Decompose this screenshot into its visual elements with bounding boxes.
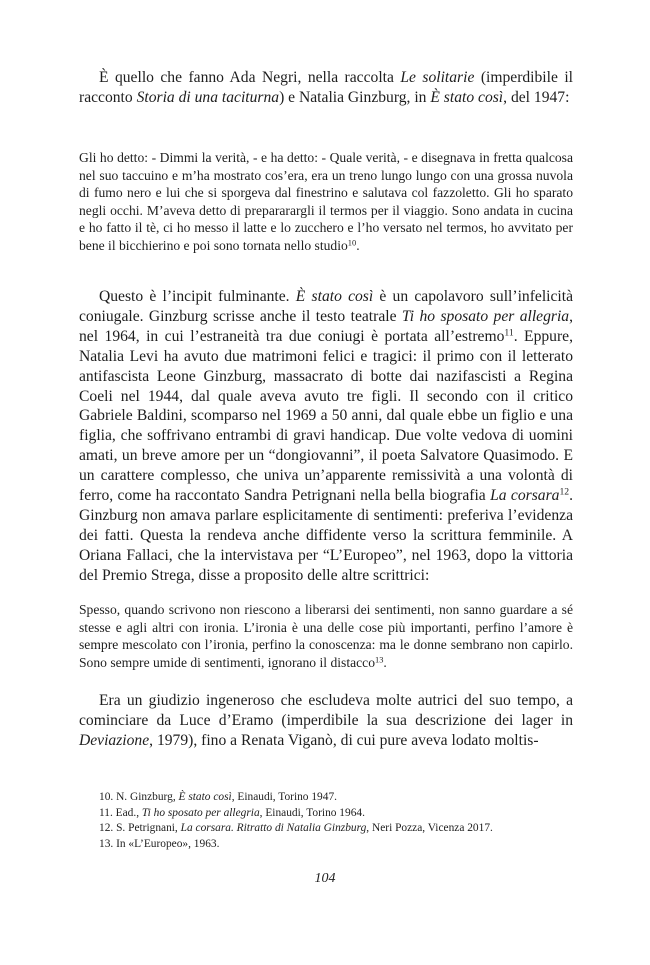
footnote-10 (79, 790, 573, 806)
footnote-ref-10: 10 (347, 237, 357, 248)
footnotes (79, 790, 573, 852)
footnote-title: Ti ho sposato per allegria (141, 806, 260, 819)
text: , Einaudi, Torino 1964. (259, 806, 365, 819)
paragraph-main (79, 287, 573, 586)
footnote-12 (79, 821, 573, 837)
title-la-corsara: La corsara (490, 487, 560, 505)
text: 10. N. Ginzburg, (99, 791, 179, 803)
text: 12. S. Petrignani, (99, 822, 181, 835)
title-storia-di-una-taciturna: Storia di una taciturna (136, 88, 280, 106)
text: (imperdibile il racconto (79, 69, 573, 106)
footnote-ref-11: 11 (504, 327, 514, 339)
text: , del 1947: (503, 88, 570, 106)
text: 13. In «L’Europeo», 1963. (99, 837, 220, 850)
text: . (383, 654, 387, 670)
text: , Neri Pozza, Vicenza 2017. (366, 822, 493, 835)
text: è un capolavoro sull’infelicità coniugale. Ginzburg scrisse anche il testo teatrale (79, 288, 573, 325)
footnote-ref-13: 13 (375, 654, 384, 665)
footnote-title: La corsara. Ritratto di Natalia Ginzburg (180, 822, 367, 835)
block-quote-2 (79, 601, 573, 671)
text: . Ginzburg non amava parlare esplicitamente di sentimenti: preferiva l’evidenza dei fatti. Questa la rendeva anche diffidente verso la scrittura femminile. A Oriana Fallaci, che la intervistava per “L’Europeo”, nel 1963, dopo la vittoria del Premio Strega, disse a proposito delle altre scrittrici: (79, 487, 573, 584)
text: È quello che fanno Ada Negri, nella raccolta (99, 69, 401, 86)
footnote-ref-12: 12 (559, 486, 570, 498)
text: ) e Natalia Ginzburg, in (279, 88, 431, 106)
quote-text: Spesso, quando scrivono non riescono a liberarsi dei sentimenti, non sanno guardare a sé stesse e agli altri con ironia. L’ironia è una delle cose più importanti, perfino l’amore è sempre mescolato con l’ironia, perfino la conoscenza: ma le donne sembrano non capirlo. Sono sempre umide di sentimenti, ignorano il distacco (79, 602, 573, 670)
paragraph-closing (79, 691, 573, 751)
quote-text: Gli ho detto: - Dimmi la verità, - e ha detto: - Quale verità, - e disegnava in fretta qualcosa nel suo taccuino e m’ha mostrato cos’era, era un treno lungo lungo con una grossa nuvola di fumo nero e lui che si sporgeva dal finestrino e salutava col fazzoletto. Gli ho sparato negli occhi. M’aveva detto di prepararargli il termos per il viaggio. Sono andata in cucina e ho fatto il tè, ci ho messo il latte e lo zucchero e l’ho versato nel termos, ho avvitato per bene il bicchierino e poi sono tornata nello studio (79, 150, 573, 253)
text: , Einaudi, Torino 1947. (231, 791, 337, 803)
footnote-11 (79, 806, 573, 822)
text: 11. Ead., (99, 806, 142, 819)
paragraph-intro (79, 68, 573, 108)
block-quote-1 (79, 149, 573, 255)
text: . (356, 237, 360, 253)
title-e-stato-cosi: È stato così (295, 288, 374, 305)
title-le-solitarie: Le solitarie (400, 69, 475, 86)
title-ti-ho-sposato: Ti ho sposato per allegria (401, 307, 570, 325)
text: Era un giudizio ingeneroso che escludeva molte autrici del suo tempo, a cominciare da Luce d’Eramo (imperdibile la sua descrizione dei lager in (79, 692, 573, 729)
text: . Eppure, Natalia Levi ha avuto due matrimoni felici e tragici: il primo con il letterato antifascista Leone Ginzburg, massacrato di botte dai nazifascisti a Regina Coeli nel 1944, dal quale aveva avuto tre figli. Il secondo con il critico Gabriele Baldini, scomparso nel 1969 a 50 anni, dal quale ebbe un figlio e una figlia, che soffrivano entrambi di gravi handicap. Due volte vedova di uomini amati, un breve amore per un “dongiovanni”, il poeta Salvatore Quasimodo. E un carattere complesso, che univa un’apparente remissività a una volontà di ferro, come ha raccontato Sandra Petrignani nella bella biografia (79, 327, 573, 505)
title-e-stato-cosi: È stato così (430, 88, 504, 106)
text: Questo è l’incipit fulminante. (99, 288, 296, 305)
text: , nel 1964, in cui l’estraneità tra due coniugi è portata all’estremo (79, 307, 573, 345)
title-deviazione: Deviazione (79, 731, 150, 749)
text: , 1979), fino a Renata Viganò, di cui pure aveva lodato moltis- (149, 731, 539, 749)
page-number: 104 (314, 871, 336, 886)
footnote-13 (79, 837, 573, 853)
footnote-title: È stato così (178, 791, 232, 803)
